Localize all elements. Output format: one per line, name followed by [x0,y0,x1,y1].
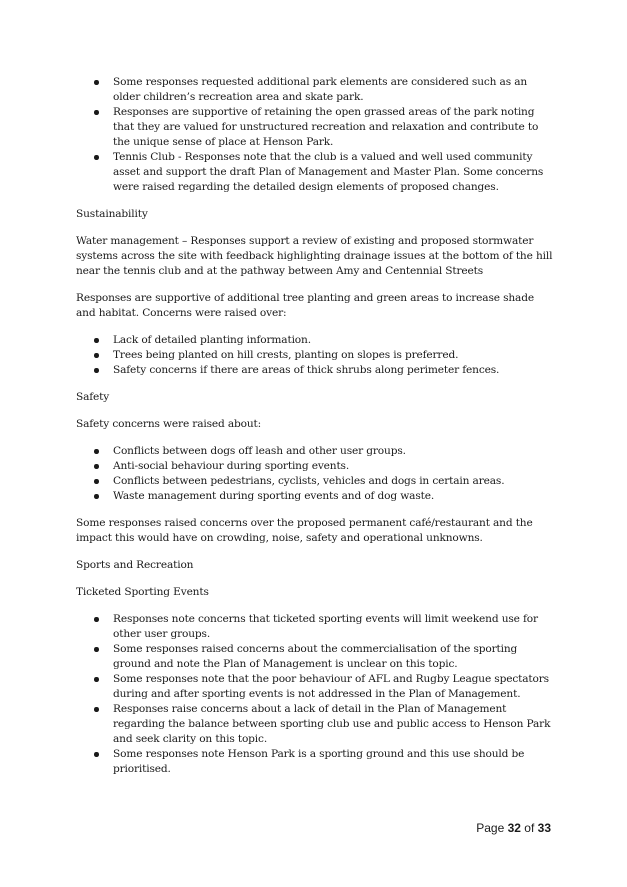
current-page-number: 32 [507,821,521,835]
subheading-ticketed-events: Ticketed Sporting Events [76,586,209,598]
list-item: Some responses note that the poor behaviour of AFL and Rugby League spectators during and after sporting events is not addressed in the Plan of Management. [76,672,554,702]
paragraph-safety-intro: Safety concerns were raised about: [76,418,262,430]
park-elements-list [76,75,554,195]
list-item: Trees being planted on hill crests, planting on slopes is preferred. [76,348,554,363]
page-separator: of [520,821,538,835]
list-item: Some responses raised concerns about the commercialisation of the sporting ground and note the Plan of Management is unclear on this topic. [76,642,554,672]
section-heading-safety: Safety [76,391,110,403]
list-item: Anti-social behaviour during sporting events. [76,459,554,474]
page-number-footer [476,821,551,836]
page-body [76,75,554,777]
list-item: Tennis Club - Responses note that the club is a valued and well used community asset and support the draft Plan of Management and Master Plan. Some concerns were raised regarding the detailed design elements of proposed changes. [76,150,554,195]
list-item: Conflicts between pedestrians, cyclists, vehicles and dogs in certain areas. [76,474,554,489]
section-heading-sustainability: Sustainability [76,208,148,220]
paragraph-tree-planting: Responses are supportive of additional tree planting and green areas to increase shade and habitat. Concerns were raised over: [76,292,534,319]
ticketed-events-list [76,612,554,777]
list-item: Lack of detailed planting information. [76,333,554,348]
paragraph-water-management: Water management – Responses support a review of existing and proposed stormwater systems across the site with feedback highlighting drainage issues at the bottom of the hill near the tennis club and at the pathway between Amy and Centennial Streets [76,235,553,277]
list-item: Responses raise concerns about a lack of detail in the Plan of Management regarding the balance between sporting club use and public access to Henson Park and seek clarity on this topic. [76,702,554,747]
safety-concerns-list [76,444,554,504]
page-prefix: Page [476,821,508,835]
list-item: Some responses requested additional park elements are considered such as an older children’s recreation area and skate park. [76,75,554,105]
paragraph-cafe-concerns: Some responses raised concerns over the proposed permanent café/restaurant and the impact this would have on crowding, noise, safety and operational unknowns. [76,517,533,544]
list-item: Some responses note Henson Park is a sporting ground and this use should be prioritised. [76,747,554,777]
total-page-count: 33 [537,821,551,835]
tree-concerns-list [76,333,554,378]
section-heading-sports-recreation: Sports and Recreation [76,559,194,571]
list-item: Waste management during sporting events and of dog waste. [76,489,554,504]
list-item: Responses note concerns that ticketed sporting events will limit weekend use for other user groups. [76,612,554,642]
list-item: Safety concerns if there are areas of thick shrubs along perimeter fences. [76,363,554,378]
list-item: Responses are supportive of retaining the open grassed areas of the park noting that they are valued for unstructured recreation and relaxation and contribute to the unique sense of place at Henson Park. [76,105,554,150]
list-item: Conflicts between dogs off leash and other user groups. [76,444,554,459]
